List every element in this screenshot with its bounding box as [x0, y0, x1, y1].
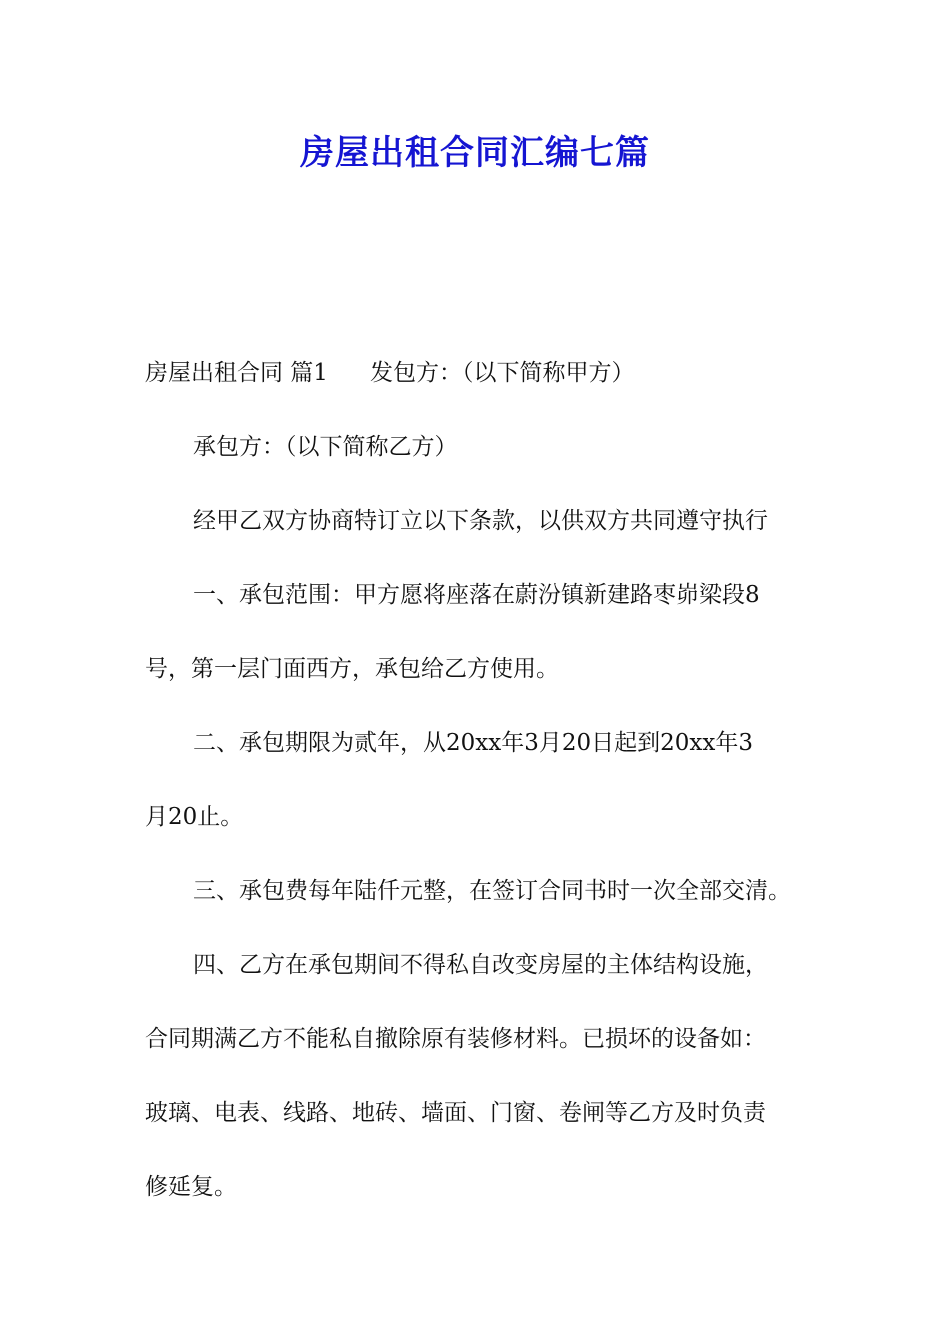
- document-title: 房屋出租合同汇编七篇: [300, 133, 650, 173]
- paragraph-line: 合同期满乙方不能私自撤除原有装修材料。已损坏的设备如：: [145, 1026, 766, 1052]
- paragraph-line: 月20止。: [145, 804, 244, 830]
- paragraph-line: 修延复。: [145, 1174, 237, 1200]
- paragraph-line: 四、乙方在承包期间不得私自改变房屋的主体结构设施，: [193, 952, 768, 978]
- contract-heading-line: [145, 336, 810, 410]
- paragraph-line: 承包方：（以下简称乙方）: [193, 434, 458, 460]
- paragraph-line: 号，第一层门面西方，承包给乙方使用。: [145, 656, 559, 682]
- paragraph-line: 经甲乙双方协商特订立以下条款，以供双方共同遵守执行: [193, 508, 768, 534]
- paragraph-line: 玻璃、电表、线路、地砖、墙面、门窗、卷闸等乙方及时负责: [145, 1100, 766, 1126]
- paragraph-line: 二、承包期限为贰年，从20xx年3月20日起到20xx年3: [193, 730, 753, 756]
- paragraph-line: 一、承包范围：甲方愿将座落在蔚汾镇新建路枣峁梁段8: [193, 582, 760, 608]
- paragraph-line: 三、承包费每年陆仟元整，在签订合同书时一次全部交清。: [193, 878, 791, 904]
- party-a-line: 发包方：（以下简称甲方）: [369, 360, 635, 386]
- document-body: [145, 336, 810, 1224]
- contract-heading: 房屋出租合同 篇1: [145, 360, 328, 386]
